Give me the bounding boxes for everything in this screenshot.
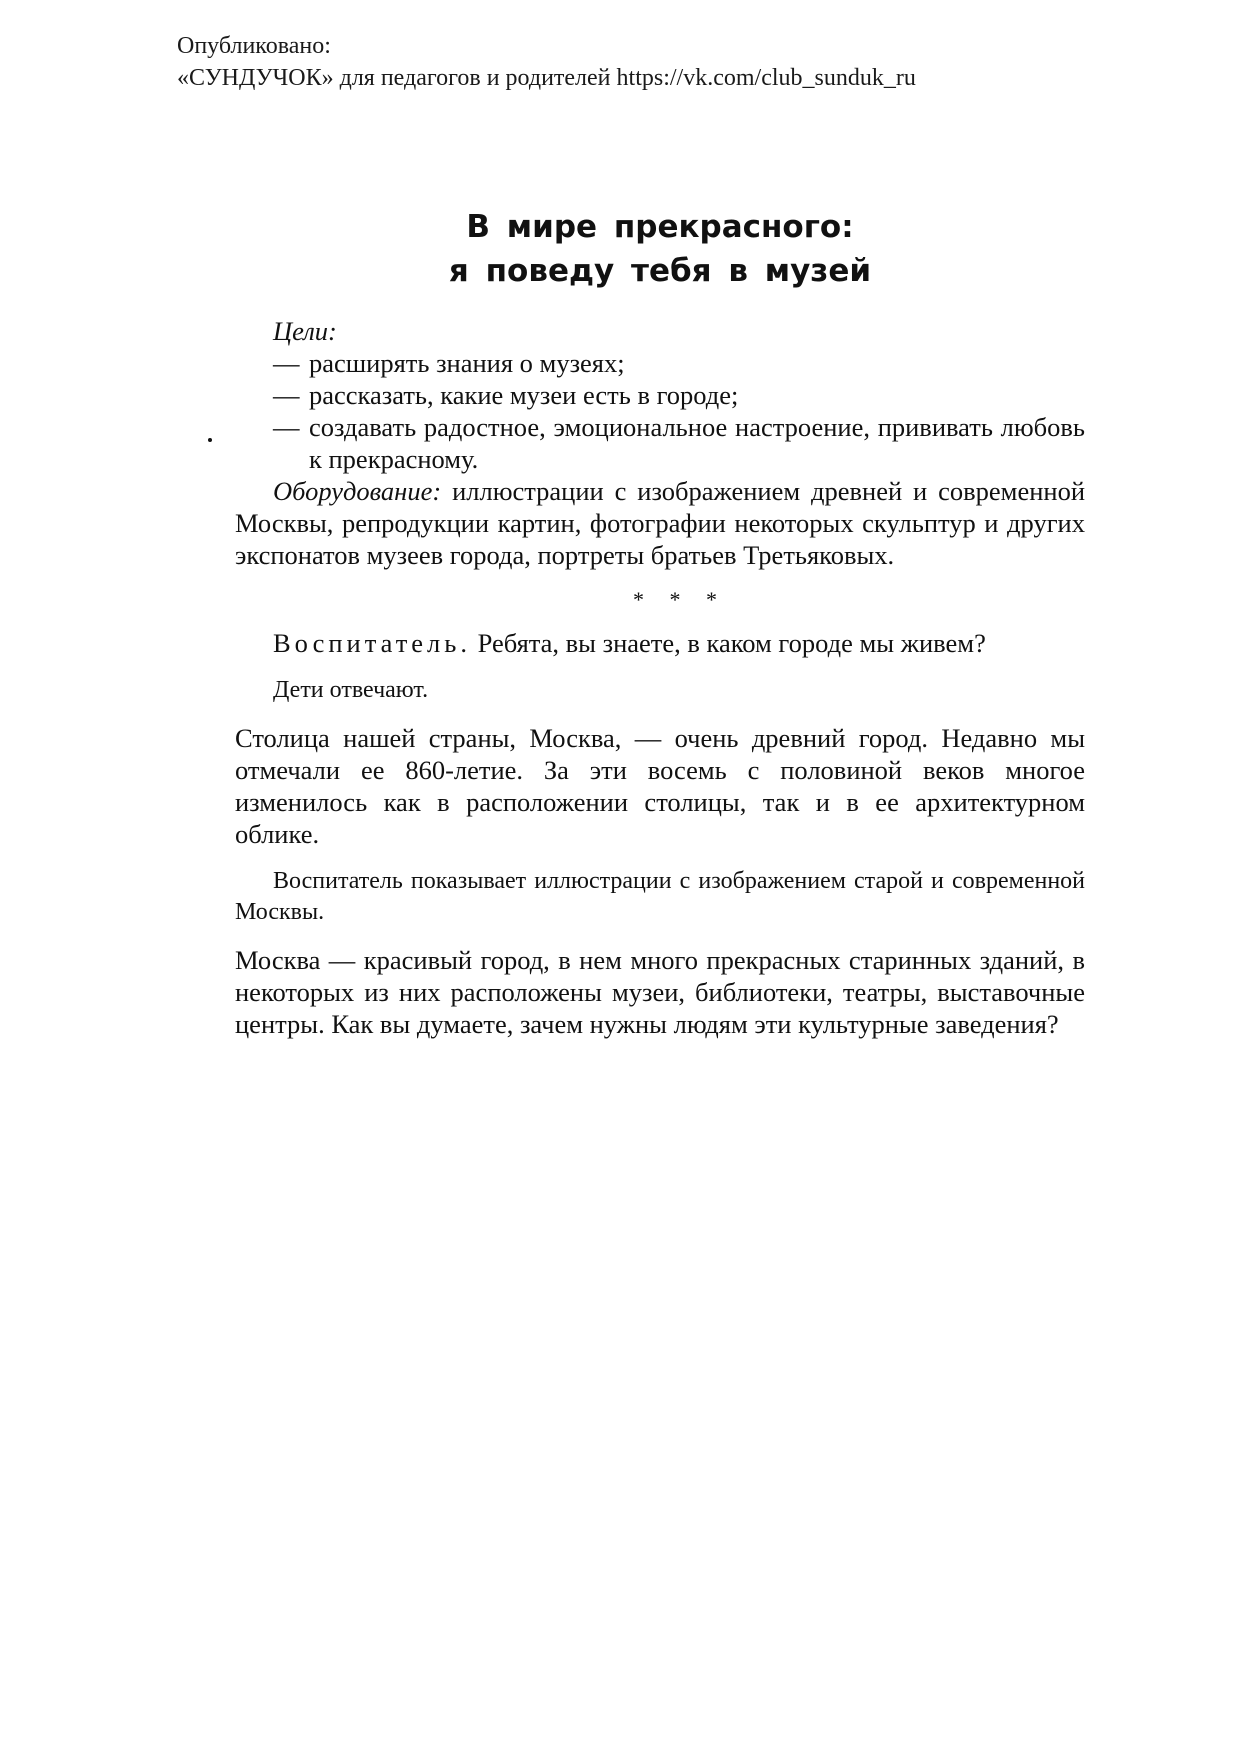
goal-text: создавать радостное, эмоциональное настроение, прививать любовь к прекрасному. [309, 412, 1085, 474]
header-line-source: «СУНДУЧОК» для педагогов и родителей https://vk.com/club_sunduk_ru [177, 65, 916, 91]
list-dash: — [273, 348, 300, 378]
dialogue-paragraph: Столица нашей страны, Москва, — очень древний город. Недавно мы отмечали ее 860-летие. За эти восемь с половиной веков многое изменилось как в расположении столицы, так и в ее архитектурном облике. [235, 723, 1085, 849]
dialogue-line [235, 627, 1085, 659]
page-content [235, 205, 1085, 1040]
list-dash: — [273, 412, 300, 442]
goal-item [273, 347, 1085, 379]
goals-list [235, 347, 1085, 475]
equipment-label: Оборудование: [273, 476, 442, 506]
header-line-published: Опубликовано: [177, 33, 331, 59]
goal-item [273, 379, 1085, 411]
speaker-text: Ребята, вы знаете, в каком городе мы живем? [477, 628, 986, 658]
publication-header [177, 30, 916, 94]
goal-item [273, 411, 1085, 475]
equipment-text: иллюстрации с изображением древней и современной Москвы, репродукции картин, фотографии некоторых скульптур и других экспонатов музеев города, портреты братьев Третьяковых. [235, 476, 1086, 570]
stray-dot [208, 438, 212, 442]
equipment-paragraph [235, 475, 1085, 571]
title-line-1: В мире прекрасного: [466, 209, 854, 245]
goal-text: расширять знания о музеях; [309, 348, 625, 378]
title-line-2: я поведу тебя в музей [448, 253, 872, 289]
goal-text: рассказать, какие музеи есть в городе; [309, 380, 739, 410]
dialogue-paragraph: Москва — красивый город, в нем много прекрасных старинных зданий, в некоторых из них расположены музеи, библиотеки, театры, выставочные центры. Как вы думаете, зачем нужны людям эти культурные заведения? [235, 945, 1085, 1039]
stage-note: Дети отвечают. [273, 677, 429, 703]
section-separator: * * * [633, 587, 727, 612]
list-dash: — [273, 380, 300, 410]
speaker-name: Воспитатель. [273, 628, 471, 658]
page-title [235, 205, 1085, 293]
stage-note: Воспитатель показывает иллюстрации с изображением старой и современной Москвы. [235, 868, 1085, 925]
goals-label: Цели: [273, 316, 337, 346]
